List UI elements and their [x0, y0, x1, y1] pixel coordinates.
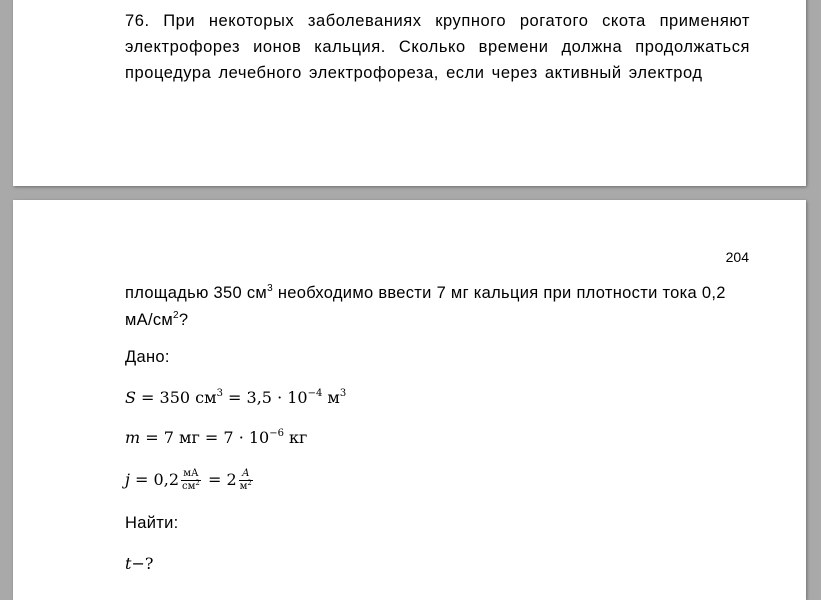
continuation-line-1 [125, 284, 726, 303]
fraction-denominator [239, 481, 253, 493]
denominator-text: м [239, 481, 248, 492]
page-1 [13, 0, 806, 186]
variable: t [125, 554, 132, 573]
exponent: −4 [307, 388, 323, 399]
formula-text: = 350 см [135, 388, 217, 407]
problem-text-line: 76. При некоторых заболеваниях крупного рогатого скота применяют [125, 12, 750, 30]
formula-text: −? [131, 554, 154, 573]
page-number: 204 [725, 249, 749, 265]
exponent: 3 [216, 388, 223, 399]
formula-text: = 7 мг = 7 · 10 [140, 428, 270, 447]
formula-unit: кг [283, 428, 308, 447]
variable: m [125, 428, 141, 447]
fraction [181, 468, 201, 493]
problem-text-line: электрофорез ионов кальция. Сколько времени должна продолжаться [125, 38, 750, 56]
denominator-text: см [182, 481, 196, 492]
find-label: Найти: [125, 514, 179, 532]
fraction-denominator [181, 481, 201, 493]
exponent: 3 [339, 388, 347, 399]
given-label: Дано: [125, 348, 170, 366]
formula-area [125, 388, 346, 407]
formula-text: = 2 [202, 470, 237, 489]
continuation-line-2 [125, 311, 188, 330]
exponent: −6 [269, 428, 284, 439]
continuation-text: мА/см [125, 311, 174, 329]
formula-text: = 0,2 [129, 470, 179, 489]
superscript: 2 [173, 310, 179, 321]
fraction [239, 468, 253, 493]
formula-unit: м [322, 388, 340, 407]
problem-text-line: процедура лечебного электрофореза, если через активный электрод [125, 64, 703, 82]
variable: j [125, 470, 130, 489]
problem-text-paragraph [125, 8, 750, 86]
continuation-text: ? [178, 311, 189, 329]
exponent: 2 [247, 479, 252, 487]
fraction-numerator: мА [181, 468, 201, 481]
variable: S [125, 388, 136, 407]
formula-mass [125, 428, 307, 447]
find-expression [125, 554, 153, 573]
continuation-text: необходимо ввести 7 мг кальция при плотности тока 0,2 [272, 284, 726, 302]
page-2 [13, 200, 806, 600]
superscript: 3 [267, 283, 273, 294]
formula-text: = 3,5 · 10 [222, 388, 308, 407]
formula-current-density [125, 468, 255, 493]
fraction-numerator: А [239, 468, 253, 481]
continuation-text: площадью 350 см [125, 284, 268, 302]
exponent: 2 [195, 479, 200, 487]
